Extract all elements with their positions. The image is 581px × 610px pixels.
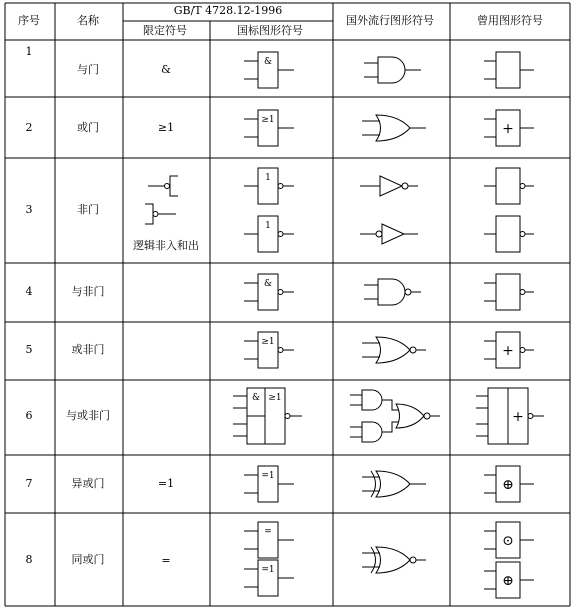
bracket xyxy=(170,176,178,196)
inversion-bubble xyxy=(410,557,416,563)
national-or-gate xyxy=(244,110,294,146)
national-not-gate-input xyxy=(244,216,294,252)
gate-box xyxy=(496,274,520,310)
former-aoi-gate xyxy=(476,388,544,444)
former-xor-gate xyxy=(484,466,534,502)
and-body xyxy=(378,57,405,83)
row-name-8: 同或门 xyxy=(71,553,105,566)
former-nand-gate xyxy=(484,274,534,310)
inversion-bubble xyxy=(405,289,411,295)
row-name-3: 非门 xyxy=(77,203,99,216)
national-xnor-gate-b xyxy=(244,560,294,596)
former-and-gate xyxy=(484,52,534,88)
inversion-bubble xyxy=(165,184,170,189)
inversion-bubble xyxy=(153,212,158,217)
header-national: 国标图形符号 xyxy=(237,24,303,37)
inversion-bubble xyxy=(528,414,533,419)
negation-input-symbol xyxy=(145,204,176,224)
header-seq: 序号 xyxy=(18,14,40,27)
foreign-and-gate xyxy=(364,57,421,83)
row-num-8: 8 xyxy=(25,553,33,566)
or-body xyxy=(376,547,410,573)
gate-mark: ⊕ xyxy=(502,477,514,493)
national-nor-gate xyxy=(244,332,294,368)
gate-label: ≥1 xyxy=(261,337,275,347)
row-num-5: 5 xyxy=(25,343,33,356)
foreign-not-gate-output xyxy=(360,176,418,196)
gate-box xyxy=(496,52,520,88)
gate-label: 1 xyxy=(265,221,271,231)
inversion-bubble xyxy=(278,348,283,353)
gate-label: & xyxy=(251,393,261,403)
header-former: 曾用图形符号 xyxy=(477,14,543,27)
inversion-bubble xyxy=(278,184,283,189)
inversion-bubble xyxy=(520,290,525,295)
inversion-bubble xyxy=(402,183,408,189)
former-xnor-gate-b xyxy=(484,562,534,598)
foreign-nand-gate xyxy=(364,279,421,305)
gate-mark: ⊕ xyxy=(502,573,514,589)
qualifier-xnor: = xyxy=(161,554,171,567)
qualifier-and: & xyxy=(161,63,171,76)
and-body xyxy=(378,279,405,305)
gate-label: = xyxy=(264,527,272,537)
national-xnor-gate-a xyxy=(244,522,294,558)
national-xor-gate xyxy=(244,466,294,502)
gate-mark: + xyxy=(502,343,514,359)
row-name-7: 异或门 xyxy=(71,477,105,490)
gate-mark: + xyxy=(512,409,524,425)
foreign-nor-gate xyxy=(362,337,426,363)
xor-curve xyxy=(371,471,376,497)
national-nand-gate xyxy=(244,274,294,310)
row-num-7: 7 xyxy=(25,477,33,490)
gate-label: ≥1 xyxy=(268,393,282,403)
gate-mark: ⊙ xyxy=(502,533,514,549)
foreign-xnor-gate xyxy=(362,547,426,573)
and-body xyxy=(362,422,382,442)
foreign-or-gate xyxy=(362,115,426,141)
row-name-4: 与非门 xyxy=(71,285,105,298)
header-qualifier: 限定符号 xyxy=(143,24,187,37)
inversion-bubble xyxy=(410,347,416,353)
row-num-3: 3 xyxy=(25,203,33,216)
foreign-not-gate-input xyxy=(360,224,418,244)
negation-output-symbol xyxy=(148,176,178,196)
national-aoi-gate xyxy=(233,388,302,444)
row-num-6: 6 xyxy=(25,409,33,422)
former-xnor-gate-a xyxy=(484,522,534,558)
header-name: 名称 xyxy=(77,14,99,27)
gate-label: =1 xyxy=(261,565,275,575)
former-not-gate-input xyxy=(484,216,534,252)
foreign-xor-gate xyxy=(362,471,426,497)
former-not-gate-output xyxy=(484,168,534,204)
qualifier-not-caption: 逻辑非入和出 xyxy=(133,239,199,252)
or-body xyxy=(376,115,410,141)
gate-label: ≥1 xyxy=(261,115,275,125)
row-name-1: 与门 xyxy=(77,63,99,76)
gate-mark: + xyxy=(502,121,514,137)
or-body xyxy=(376,471,410,497)
former-or-gate xyxy=(484,110,534,146)
not-body xyxy=(380,176,402,196)
row-num-4: 4 xyxy=(25,285,33,298)
and-body xyxy=(362,390,382,410)
gate-label: & xyxy=(263,57,273,67)
inversion-bubble xyxy=(376,231,382,237)
inversion-bubble xyxy=(520,232,525,237)
gate-label: & xyxy=(263,279,273,289)
foreign-aoi-gate xyxy=(350,390,440,442)
row-name-5: 或非门 xyxy=(71,343,105,356)
bracket xyxy=(145,204,153,224)
gate-label: =1 xyxy=(261,471,275,481)
gate-box xyxy=(496,216,520,252)
qualifier-xor: =1 xyxy=(157,477,175,490)
row-num-2: 2 xyxy=(25,121,33,134)
inversion-bubble xyxy=(278,290,283,295)
row-name-6: 与或非门 xyxy=(66,409,110,422)
national-not-gate-output xyxy=(244,168,294,204)
former-nor-gate xyxy=(484,332,534,368)
inversion-bubble xyxy=(520,348,525,353)
or-body xyxy=(396,404,424,428)
row-num-1: 1 xyxy=(25,45,33,58)
or-body xyxy=(376,337,410,363)
header-foreign: 国外流行图形符号 xyxy=(346,14,434,27)
inversion-bubble xyxy=(285,414,290,419)
national-and-gate xyxy=(244,52,294,88)
inversion-bubble xyxy=(520,184,525,189)
row-name-2: 或门 xyxy=(77,121,99,134)
not-body xyxy=(382,224,404,244)
qualifier-or: ≥1 xyxy=(157,121,175,134)
inversion-bubble xyxy=(278,232,283,237)
xor-curve xyxy=(371,547,376,573)
gate-label: 1 xyxy=(265,173,271,183)
gate-box xyxy=(496,168,520,204)
header-standard: GB/T 4728.12-1996 xyxy=(173,4,283,17)
inversion-bubble xyxy=(424,413,430,419)
